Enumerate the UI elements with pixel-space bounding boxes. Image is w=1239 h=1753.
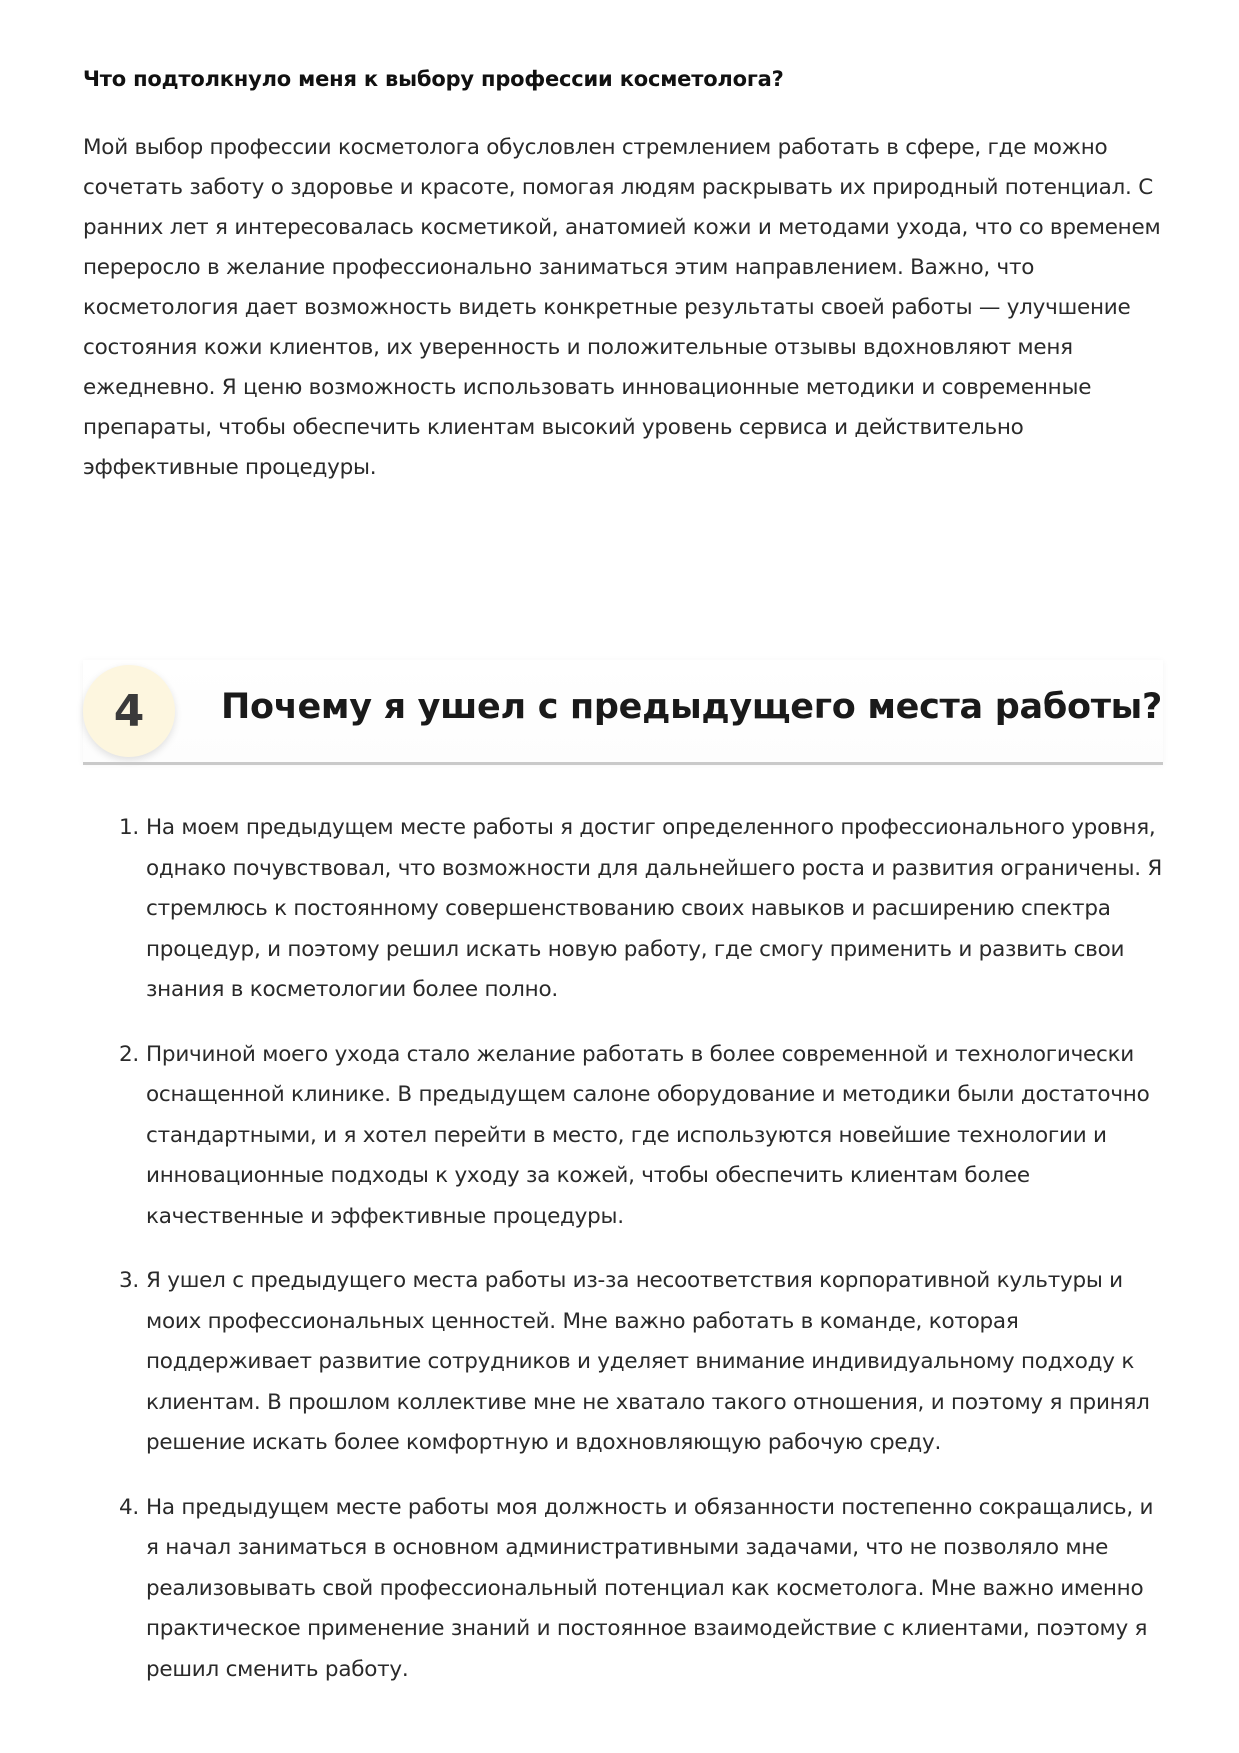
list-item [83, 1035, 1163, 1238]
list-item-number: 4. [119, 1494, 140, 1520]
list-item [83, 808, 1163, 1011]
list-item-number: 2. [119, 1041, 140, 1067]
section-title: Почему я ушел с предыдущего места работы? [221, 687, 1163, 727]
list-item-number: 3. [119, 1268, 140, 1293]
list-item [83, 1488, 1163, 1691]
intro-paragraph: Мой выбор профессии косметолога обусловлен стремлением работать в сфере, где можно сочетать заботу о здоровье и красоте, помогая людям раскрывать их природный потенциал. С ранних лет я интересовалась косметикой, анатомией кожи и методами ухода, что со временем переросло в желание профессионально заниматься этим направлением. Важно, что косметология дает возможность видеть конкретные результаты своей работы — улучшение состояния кожи клиентов, их уверенность и положительные отзывы вдохновляют меня ежедневно. Я ценю возможность использовать инновационные методики и современные препараты, чтобы обеспечить клиентам высокий уровень сервиса и действительно эффективные процедуры. [83, 135, 1161, 480]
list-item [83, 1261, 1163, 1464]
reasons-list [83, 808, 1163, 1714]
list-item-number: 1. [119, 815, 140, 840]
list-item-text: Я ушел с предыдущего места работы из-за несоответствия корпоративной культуры и моих профессиональных ценностей. Мне важно работать в команде, которая поддерживает развитие сотрудников и уделяет внимание индивидуальному подходу к клиентам. В прошлом коллективе мне не хватало такого отношения, и поэтому я принял решение искать более комфортную и вдохновляющую рабочую среду. [146, 1268, 1150, 1455]
list-item-text: Причиной моего ухода стало желание работать в более современной и технологически оснащенной клинике. В предыдущем салоне оборудование и методики были достаточно стандартными, и я хотел перейти в место, где используются новейшие технологии и инновационные подходы к уходу за кожей, чтобы обеспечить клиентам более качественные и эффективные процедуры. [146, 1041, 1150, 1229]
list-item-text: На моем предыдущем месте работы я достиг определенного профессионального уровня, однако почувствовал, что возможности для дальнейшего роста и развития ограничены. Я стремлюсь к постоянному совершенствованию своих навыков и расширению спектра процедур, и поэтому решил искать новую работу, где смогу применить и развить свои знания в косметологии более полно. [146, 815, 1163, 1002]
intro-heading: Что подтолкнуло меня к выбору профессии косметолога? [83, 67, 784, 91]
section-divider [83, 762, 1163, 765]
list-item-text: На предыдущем месте работы моя должность и обязанности постепенно сокращались, и я начал заниматься в основном административными задачами, что не позволяло мне реализовывать свой профессиональный потенциал как косметолога. Мне важно именно практическое применение знаний и постоянное взаимодействие с клиентами, поэтому я решил сменить работу. [146, 1494, 1154, 1682]
section-header [83, 660, 1163, 764]
section-number-badge: 4 [83, 665, 175, 757]
